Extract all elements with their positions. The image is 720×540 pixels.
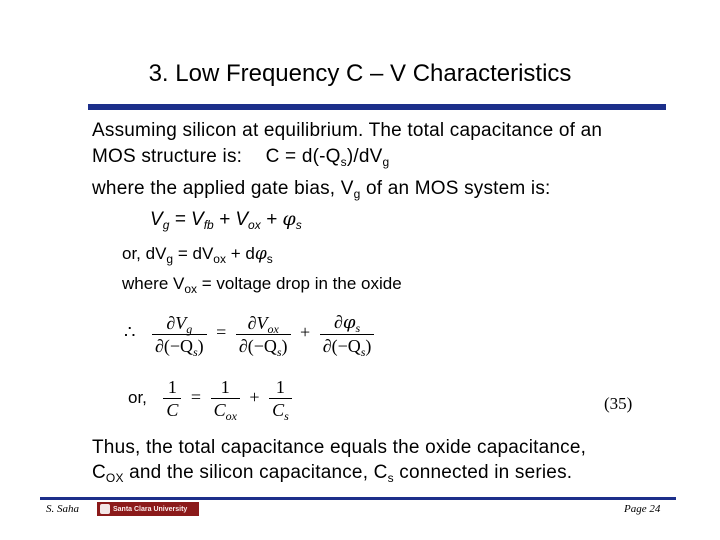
capacitance-equation: $C = d(-Q_s)/dV_g$	[265, 146, 390, 169]
gate-bias-line: where the applied gate bias, $V_g$ of an MOS system is:	[92, 178, 551, 201]
oxide-voltage-definition: where $V_{ox}$ = voltage drop in the oxide	[122, 274, 402, 296]
fraction-dphis: $\frac{\partial\varphi_s}{\partial(-Q_s)}$	[320, 313, 375, 355]
footer-author: S. Saha	[46, 503, 79, 515]
gate-bias-equation: $V_g = V_{fb} + V_{ox} + \varphi_s$	[150, 208, 302, 232]
seal-icon	[100, 504, 110, 514]
conclusion-line-1: Thus, the total capacitance equals the oxide capacitance,	[92, 437, 587, 458]
fraction-1-over-c: $\frac{1}{C}$	[163, 378, 181, 419]
conclusion-line-2: $C_{OX}$ and the silicon capacitance, $C_s$ connected in series.	[92, 462, 573, 485]
footer-divider	[40, 497, 676, 500]
fraction-dvox: $\frac{\partial V_{ox}}{\partial(-Q_s)}$	[236, 314, 291, 355]
page-number: Page 24	[624, 503, 661, 515]
intro-line-1: Assuming silicon at equilibrium. The total capacitance of an	[92, 120, 603, 141]
intro-line-2	[92, 146, 389, 168]
equation-number: (35)	[604, 394, 633, 413]
fraction-1-over-cox: $\frac{1}{C_{ox}}$	[211, 378, 240, 419]
slide-title: 3. Low Frequency C – V Characteristics	[148, 60, 572, 87]
or-label: or,	[128, 387, 147, 407]
series-capacitance-equation: or, $\frac{1}{C}$ = $\frac{1}{C_{ox}}$ + $\frac{1}{C_s}$	[128, 378, 294, 419]
fraction-1-over-cs: $\frac{1}{C_s}$	[269, 378, 292, 419]
intro-line-2-text: MOS structure is:	[92, 146, 243, 167]
university-logo	[97, 502, 199, 516]
partial-derivative-equation: ∴ $\frac{\partial V_g}{\partial(-Q_s)}$ = $\frac{\partial V_{ox}}{\partial(-Q_s)}$ + $\frac{\partial\varphi_s}{\partial(-Q_s)}$	[124, 313, 376, 355]
title-divider	[88, 104, 666, 110]
differential-equation: or, $dV_g = dV_{ox} + d\varphi_s$	[122, 244, 273, 266]
fraction-dvg: $\frac{\partial V_g}{\partial(-Q_s)}$	[152, 314, 207, 355]
therefore-symbol: ∴	[124, 322, 136, 343]
logo-text: Santa Clara University	[113, 505, 188, 513]
